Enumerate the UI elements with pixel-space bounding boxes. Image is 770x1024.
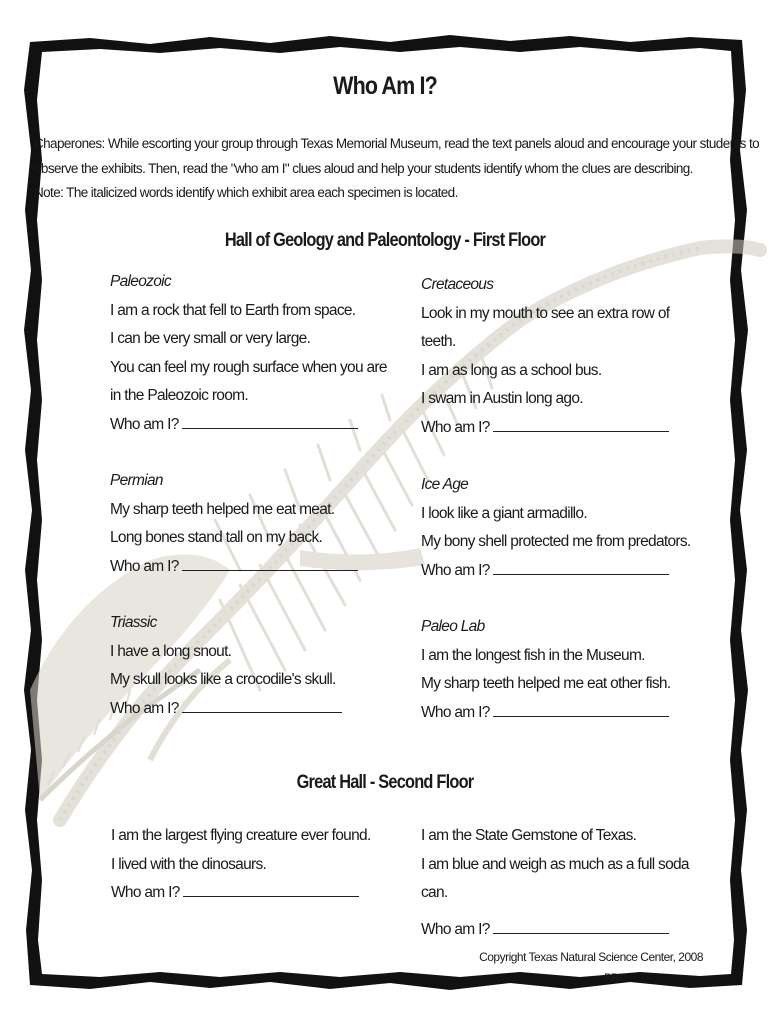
exhibit-area: Permian	[110, 472, 163, 489]
clue-line: in the Paleozoic room.	[110, 387, 248, 405]
clue-line: My sharp teeth helped me eat other fish.	[421, 675, 671, 693]
clue-line: My sharp teeth helped me eat meat.	[110, 500, 335, 518]
clue-line: My bony shell protected me from predators.	[421, 533, 691, 551]
answer-blank[interactable]	[493, 917, 669, 934]
answer-blank[interactable]	[182, 412, 358, 429]
exhibit-area: Triassic	[110, 614, 157, 631]
who-am-i-label: Who am I?	[421, 561, 490, 579]
clue-line: can.	[421, 884, 448, 902]
document-code: PRI	[604, 972, 622, 984]
exhibit-area: Cretaceous	[421, 276, 494, 293]
clue-line: I am the longest fish in the Museum.	[421, 646, 645, 664]
instructions-note: Note: The italicized words identify which exhibit area each specimen is located.	[34, 185, 458, 200]
exhibit-area: Paleo Lab	[421, 618, 485, 635]
first-floor-heading: Hall of Geology and Paleontology - First Floor	[224, 230, 546, 251]
who-am-i-label: Who am I?	[421, 418, 490, 436]
clue-line: Look in my mouth to see an extra row of	[421, 304, 670, 322]
clue-line: I lived with the dinosaurs.	[111, 855, 267, 873]
answer-blank[interactable]	[493, 558, 669, 575]
clue-ice-age	[421, 471, 721, 585]
copyright-notice: Copyright Texas Natural Science Center, 2008	[479, 950, 703, 964]
answer-blank[interactable]	[493, 415, 669, 432]
who-am-i-label: Who am I?	[421, 703, 490, 721]
clue-permian	[110, 467, 410, 581]
clue-paleo-lab	[421, 613, 721, 727]
clue-line: I have a long snout.	[110, 642, 232, 660]
clue-line: You can feel my rough surface when you are	[110, 358, 387, 376]
clue-state-gemstone	[421, 822, 721, 944]
who-am-i-label: Who am I?	[421, 920, 490, 938]
clue-line: I can be very small or very large.	[110, 330, 311, 348]
who-am-i-label: Who am I?	[110, 557, 179, 575]
clue-line: I look like a giant armadillo.	[421, 504, 587, 522]
clue-line: Long bones stand tall on my back.	[110, 529, 323, 547]
answer-blank[interactable]	[182, 554, 358, 571]
who-am-i-label: Who am I?	[111, 884, 180, 902]
instructions-line: observe the exhibits. Then, read the "who am I" clues aloud and help your students identify whom the clues are describing.	[34, 160, 693, 176]
answer-blank[interactable]	[493, 700, 669, 717]
clue-line: I am the largest flying creature ever found.	[111, 827, 371, 844]
second-floor-heading: Great Hall - Second Floor	[296, 772, 474, 793]
clue-line: I swam in Austin long ago.	[421, 390, 583, 408]
clue-triassic	[110, 609, 410, 723]
answer-blank[interactable]	[183, 880, 359, 897]
clue-line: My skull looks like a crocodile's skull.	[110, 671, 336, 689]
answer-blank[interactable]	[182, 696, 342, 713]
clue-paleozoic	[110, 268, 410, 440]
clue-line: teeth.	[421, 333, 456, 351]
page-title: Who Am I?	[333, 72, 437, 100]
who-am-i-label: Who am I?	[110, 415, 179, 433]
clue-line: I am a rock that fell to Earth from space.	[110, 301, 356, 319]
clue-line: I am as long as a school bus.	[421, 361, 602, 379]
chaperone-instructions	[34, 132, 760, 206]
clue-flying-creature	[111, 822, 411, 908]
clue-line: I am blue and weigh as much as a full soda	[421, 855, 689, 873]
clue-cretaceous	[421, 271, 721, 443]
exhibit-area: Paleozoic	[110, 273, 171, 290]
who-am-i-label: Who am I?	[110, 699, 179, 717]
instructions-line: Chaperones: While escorting your group through Texas Memorial Museum, read the text panels aloud and encourage your students to	[34, 136, 760, 151]
exhibit-area: Ice Age	[421, 476, 469, 493]
clue-line: I am the State Gemstone of Texas.	[421, 827, 637, 844]
